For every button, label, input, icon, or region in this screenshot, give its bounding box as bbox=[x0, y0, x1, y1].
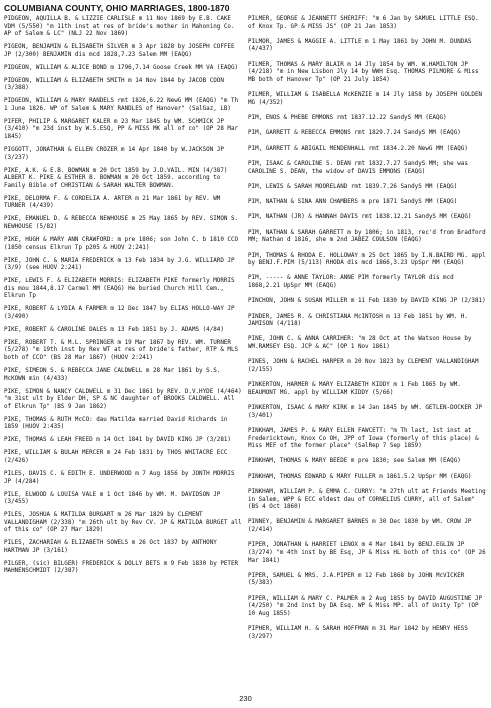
marriage-entry: PIM, NATHAN & SARAH GARRETT m by 1806; in 1813, rec'd from Bradford MM; Nathan d 1816, she m 2nd JABEZ COULSON (EAQG) bbox=[248, 229, 486, 244]
marriage-entry: PIM, LEWIS & SARAH MOORELAND rmt 1839.7.26 SandyS MM (EAQG) bbox=[248, 183, 458, 190]
marriage-entry: PIPER, WILLIAM & MARY C. PALMER m 2 Aug 1855 by DAVID AUGUSTINE JP (4/250) "m 2nd inst by DA Esq. WP & Miss MP. all of Unity Tp" (OP 10 Aug 1855) bbox=[248, 595, 483, 617]
marriage-entry: PIKE, HUGH & MARY ANN CRAWFORD: m pre 1806; son John C. b 1810 CCO (1850 census Elkrun Tp p205 & HUOV 2:241) bbox=[4, 236, 239, 251]
left-column bbox=[4, 16, 242, 581]
marriage-entry: PIDGEON, WILLIAM & ELIZABETH SMITH m 14 Nov 1844 by JACOB COON (3/388) bbox=[4, 77, 224, 92]
marriage-entry: PINCHON, JOHN & SUSAN MILLER m 11 Feb 1830 by DAVID KING JP (2/381) bbox=[248, 298, 486, 305]
marriage-entry: PIKE, DELORMA F. & CORDELIA A. ARTER m 21 Mar 1861 by REV. WM TURNER (4/439) bbox=[4, 195, 221, 210]
marriage-entry: PIPHER, WILLIAM H. & SARAH HOFFMAN m 31 Mar 1842 by HENRY HESS (3/297) bbox=[248, 626, 468, 640]
marriage-entry: PINNEY, BENJAMIN & MARGARET BARNES m 30 Dec 1830 by WM. CROW JP (2/414) bbox=[248, 519, 472, 534]
marriage-entry: PIPER, SAMUEL & MRS. J.A.PIPER m 12 Feb 1868 by JOHN McVICKER (5/383) bbox=[248, 572, 465, 587]
marriage-entry: PIM, GARRETT & REBECCA EMMONS rmt 1829.7.24 SandyS MM (EAQG) bbox=[248, 130, 461, 137]
marriage-entry: PIKE, A.K. & E.B. BOWMAN m 20 Oct 1859 by J.D.VAIL. MIN (4/387) ALBERT K. PIKE & ESTHER B. BOWMAN m 20 Oct 1859. according to Family Bible of CHRISTIAN & SARAH WALTER BOWMAN. bbox=[4, 167, 228, 189]
marriage-entry: PIM, ----- & ANNE TAYLOR: ANNE PIM formerly TAYLOR dis mcd 1868,2.21 UpSpr MM (EAQG) bbox=[248, 275, 454, 289]
marriage-entry: PILMOR, JAMES & MAGGIE A. LITTLE m 1 May 1861 by JOHN M. DUNDAS (4/437) bbox=[248, 38, 472, 53]
marriage-entry: PILMER, WILLIAM & ISABELLA McKENZIE m 14 Jly 1858 by JOSEPH GOLDEN MG (4/352) bbox=[248, 92, 483, 106]
marriage-entry: PIKE, WILLIAM & BULAH MERCER m 24 Feb 1831 by THOS WHITACRE ECC (2/426) bbox=[4, 450, 228, 464]
marriage-entry: PILE, ELWOOD & LOUISA VALE m 1 Oct 1846 by WM. M. DAVIDSON JP (3/455) bbox=[4, 491, 221, 506]
marriage-entry: PIKE, THOMAS & LEAH FREED m 14 Oct 1841 by DAVID KING JP (3/281) bbox=[4, 437, 231, 444]
marriage-entry: PIKE, EMANUEL D. & REBECCA NEWHOUSE m 25 May 1865 by REV. SIMON S. NEWHOUSE (5/82) bbox=[4, 216, 239, 230]
marriage-entry: PIFER, PHILIP & MARGARET KALER m 23 Mar 1845 by WM. SCHMICK JP (3/410) "m 23d inst by W.S.ESQ, PP & MISS MK all of co" (OP 28 Mar 1845) bbox=[4, 118, 239, 141]
marriage-entry: PIM, ISAAC & CAROLINE S. DEAN rmt 1832.7.27 SandyS MM; she was CAROLINE S. DEAN, the widow of DAVIS EMMONS (EAQG) bbox=[248, 160, 468, 175]
marriage-entry: PIDGEON, WILLIAM & ALICE BOND m 1796,7.14 Goose Creek MM VA (EAQG) bbox=[4, 64, 239, 71]
marriage-entry: PIKE, ROBERT & LYDIA A FARMER m 12 Dec 1847 by ELIAS HOLLO-WAY JP (3/490) bbox=[4, 306, 235, 320]
marriage-entry: PIDGEON, AQUILLA B. & LIZZIE CARLISLE m 11 Nov 1869 by E.B. CAKE VDM (5/550) "m 11th inst at res of bride's mother in Mahoning Co. AP of Salem & LC" (NLJ 22 Nov 1869) bbox=[4, 16, 235, 38]
marriage-entry: PINKHAM, THOMAS EDWARD & MARY FULLER m 1861.5.2 UpSpr MM (EAQG) bbox=[248, 473, 472, 480]
marriage-entry: PIGEON, BENJAMIN & ELISABETH SILVER m 3 Apr 1828 by JOSEPH COFFEE JP (2/300) BENJAMIN dis mcd 1828,7.23 Salem MM (EAQG) bbox=[4, 44, 235, 58]
marriage-entry: PIM, ENOS & PHEBE EMMONS rmt 1837.12.22 SandyS MM (EAQG) bbox=[248, 115, 447, 122]
right-column bbox=[248, 16, 486, 649]
marriage-entry: PINKHAM, JAMES P. & MARY ELLEN FAWCETT: "m Th last, 1st inst at Fredericktown, Knox Co OH, JPP of Iowa (formerly of this place) & Miss MEF of the former place" (SalRep 7 Sep 1859) bbox=[248, 427, 479, 450]
marriage-entry: PIKE, SIMON & NANCY CALDWELL m 31 Dec 1861 by REV. D.V.HYDE (4/464) "m 31st ult by Elder DH, SP & NC daughter of BROOKS CALDWELL. All of Elkrun Tp" (BS 9 Jan 1862) bbox=[4, 388, 242, 410]
marriage-entry: PIM, GARRETT & ABIGAIL MENDENHALL rmt 1834.2.20 NewG MM (EAQG) bbox=[248, 145, 468, 152]
marriage-entry: PINES, JOHN & RACHEL HARPER m 20 Nov 1823 by CLEMENT VALLANDIGHAM (2/155) bbox=[248, 359, 479, 373]
page-number: 230 bbox=[239, 694, 252, 703]
marriage-entry: PIKE, THOMAS & RUTH McCO: dau Matilda married David Richards in 1859 (HUOV 2:435) bbox=[4, 416, 228, 431]
marriage-entry: PIKE, JOHN C. & MARIA FREDERICK m 13 Feb 1834 by J.G. WILLIARD JP (3/9) (see HUOV 2:241) bbox=[4, 257, 235, 272]
marriage-entry: PIM, NATHAN & SINA ANN CHAMBERS m pre 1871 SandyS MM (EAQG) bbox=[248, 199, 458, 206]
marriage-entry: PINKHAM, WILLIAM P. & EMMA C. CURRY: "m 27th ult at Friends Meeting in Salem, WPP & ECC eldest dau of CORNELIUS CURRY, all of Salem" (BS 4 Oct 1860) bbox=[248, 488, 486, 511]
marriage-entry: PILES, ZACHARIAH & ELIZABETH SOWELS m 26 Oct 1837 by ANTHONY HARTMAN JP (3/161) bbox=[4, 540, 217, 554]
marriage-entry: PINKERTON, ISAAC & MARY KIRK m 14 Jan 1845 by WM. GETLEN-DOCKER JP (3/401) bbox=[248, 405, 483, 419]
marriage-entry: PIDGEON, WILLIAM & MARY RANDELS rmt 1826,6.22 NewG MM (EAQG) "m Th 1 June 1826. WP of Salem & MARY RANDLES of Hanover" (SalGaz, LB) bbox=[4, 98, 239, 112]
marriage-entry: PIKE, SIMEON S. & REBECCA JANE CALDWELL m 28 Mar 1861 by S.S. McKOWN min (4/433) bbox=[4, 368, 221, 382]
marriage-entry: PILMER, THOMAS & MARY BLAIR m 14 Jly 1854 by WM. W.HAMILTON JP (4/218) "m in New Lisbon Jly 14 by WWH Esq. THOMAS PILMORE & Miss MB both of Hanover Tp" (OP 21 July 1854) bbox=[248, 61, 479, 83]
marriage-entry: PIPER, JONATHAN & HARRIET LENOX m 4 Mar 1841 by BENJ.EGLIN JP (3/274) "m 4th inst by BE Esq, JP & Miss HL both of this co" (OP 26 Mar 1841) bbox=[248, 542, 486, 564]
marriage-entry: PIM, NATHAN (JR) & HANNAH DAVIS rmt 1838.12.21 SandyS MM (EAQG) bbox=[248, 214, 472, 221]
marriage-entry: PIM, THOMAS & RHODA E. HOLLOWAY m 25 Oct 1865 by I.N.BAIRD MG. appl by BENJ.F.PIM (5/113) RHODA dis mcd 1866,3.23 UpSpr MM (EAQG) bbox=[248, 252, 486, 267]
marriage-entry: PINE, JOHN C. & ANNA CARRIHER: "m 28 Oct at the Watson House by WM.RAMSEY ESQ. JCP & AC" (OP 1 Nov 1861) bbox=[248, 336, 472, 351]
marriage-entry: PINKHAM, THOMAS & MARY BEEDE m pre 1830; see Salem MM (EAQG) bbox=[248, 458, 461, 465]
marriage-entry: PILGER, (sic) BILGER) FREDERICK & DOLLY BETS m 9 Feb 1830 by PETER MAHNENSCHMIDT (2/387) bbox=[4, 560, 239, 575]
marriage-entry: PILMER, GEORGE & JEANNETT SHERIFF: "m 6 Jan by SAMUEL LITTLE ESQ. of Knox Tp. GP & MISS JS" (OP 21 Jan 1853) bbox=[248, 16, 479, 30]
marriage-entry: PINDER, JAMES R. & CHRISTIANA McINTOSH m 13 Feb 1851 by WM. H. JAMISON (4/118) bbox=[248, 313, 468, 328]
marriage-entry: PIKE, LEWIS F. & ELIZABETH MORRIS: ELIZABETH PIKE formerly MORRIS dis mou 1844,8.17 Carmel MM (EAQG) He buried Church Hill Cem., Elkrun Tp bbox=[4, 278, 235, 300]
marriage-entry: PIGGOTT, JONATHAN & ELLEN CROZER m 14 Apr 1840 by W.JACKSON JP (3/237) bbox=[4, 147, 224, 161]
marriage-entry: PILES, JOSHUA & MATILDA BURGART m 26 Mar 1829 by CLEMENT VALLANDIGHAM (2/338) "m 26th ult by Rev CV. JP & MATILDA BURGET all of this co" (OP 27 Mar 1829) bbox=[4, 512, 242, 534]
marriage-entry: PIKE, ROBERT & CAROLINE DALES m 13 Feb 1851 by J. ADAMS (4/84) bbox=[4, 326, 224, 333]
marriage-entry: PIKE, ROBERT T. & M.L. SPRINGER m 19 Mar 1867 by REV. WM. TURNER (5/278) "m 19th inst by Rev WT at res of bride's father, RTP & MLS both of CCO" (BS 28 Mar 1867) (HUOV 2:241) bbox=[4, 339, 239, 362]
marriage-entry: PINKERTON, HARMER & MARY ELIZABETH KIDDY m 1 Feb 1865 by WM. BEAUMONT MG. appl by WILLIAM KIDDY (5/66) bbox=[248, 382, 461, 396]
marriage-entry: PILES, DAVIS C. & EDITH E. UNDERWOOD m 7 Aug 1856 by JONTH MORRIS JP (4/284) bbox=[4, 470, 235, 485]
page-header: COLUMBIANA COUNTY, OHIO MARRIAGES, 1800-1870 bbox=[4, 3, 230, 13]
